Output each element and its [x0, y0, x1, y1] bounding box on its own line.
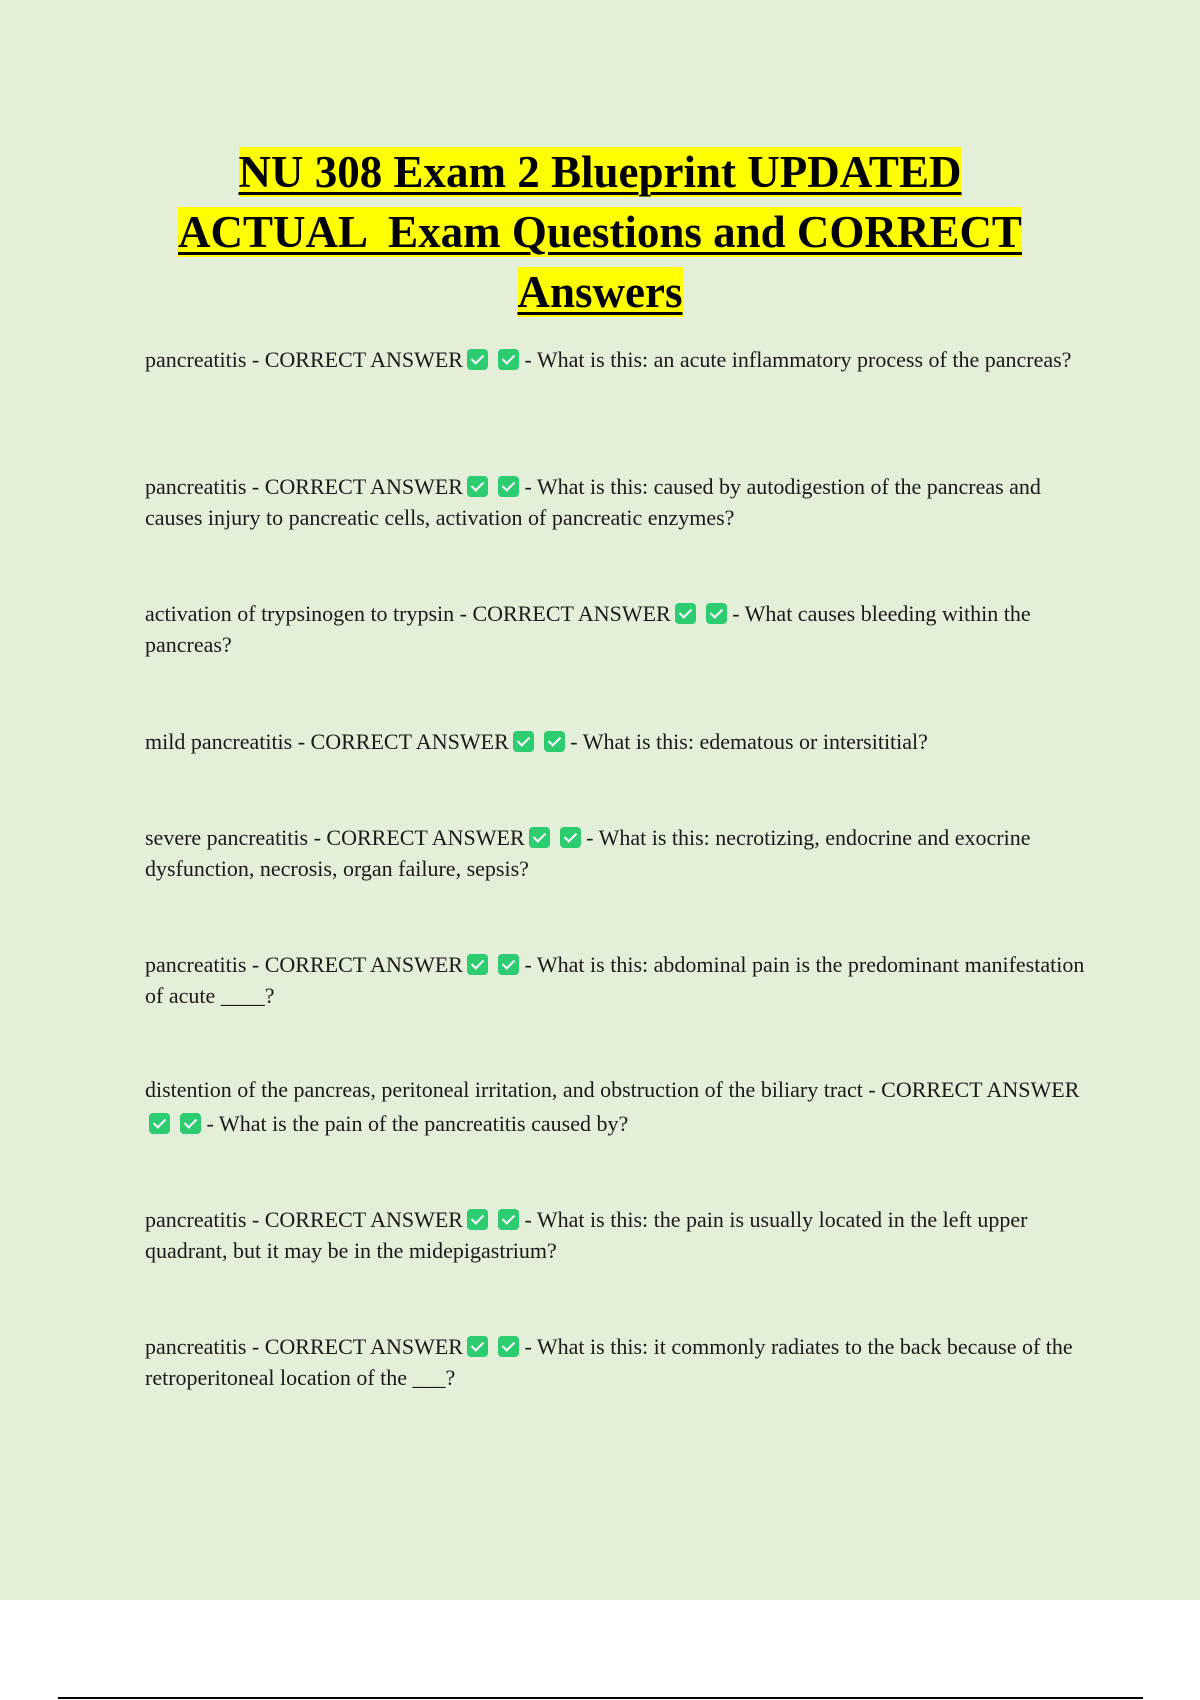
- question-text: - What is this: caused by autodigestion of the pancreas and causes injury to pancreatic cells, activation of pancreatic enzymes?: [145, 474, 1041, 530]
- answer-text: pancreatitis - CORRECT ANSWER: [145, 1207, 463, 1232]
- qa-item: [145, 598, 1095, 660]
- question-text: - What causes bleeding within the pancreas?: [145, 601, 1031, 657]
- question-text: - What is this: the pain is usually located in the left upper quadrant, but it may be in the midepigastrium?: [145, 1207, 1028, 1263]
- qa-item: [145, 949, 1095, 1011]
- check-mark-icon: [498, 349, 519, 370]
- document-title: [120, 142, 1080, 322]
- answer-text: pancreatitis - CORRECT ANSWER: [145, 952, 463, 977]
- check-mark-icon: [498, 1336, 519, 1357]
- qa-item: [145, 1331, 1095, 1393]
- question-text: - What is this: it commonly radiates to the back because of the retroperitoneal location of the ___?: [145, 1334, 1073, 1390]
- qa-item: [145, 822, 1095, 884]
- qa-item: [145, 726, 1095, 757]
- footer-divider: [58, 1697, 1143, 1699]
- check-mark-icon: [467, 954, 488, 975]
- check-mark-icon: [467, 476, 488, 497]
- answer-text: activation of trypsinogen to trypsin - CORRECT ANSWER: [145, 601, 671, 626]
- check-mark-icon: [498, 476, 519, 497]
- check-mark-icon: [467, 1209, 488, 1230]
- title-line: NU 308 Exam 2 Blueprint UPDATED: [238, 147, 962, 197]
- check-mark-icon: [560, 827, 581, 848]
- answer-text: severe pancreatitis - CORRECT ANSWER: [145, 825, 525, 850]
- check-mark-icon: [513, 731, 534, 752]
- check-mark-icon: [675, 603, 696, 624]
- answer-text: pancreatitis - CORRECT ANSWER: [145, 474, 463, 499]
- question-text: - What is this: abdominal pain is the predominant manifestation of acute ____?: [145, 952, 1085, 1008]
- title-line: Answers: [517, 267, 683, 317]
- question-text: - What is this: an acute inflammatory process of the pancreas?: [524, 347, 1072, 372]
- check-mark-icon: [706, 603, 727, 624]
- check-mark-icon: [544, 731, 565, 752]
- question-text: - What is the pain of the pancreatitis caused by?: [206, 1111, 629, 1136]
- check-mark-icon: [180, 1113, 201, 1134]
- question-text: - What is this: edematous or intersititial?: [570, 729, 928, 754]
- check-mark-icon: [498, 954, 519, 975]
- question-text: - What is this: necrotizing, endocrine and exocrine dysfunction, necrosis, organ failure, sepsis?: [145, 825, 1031, 881]
- answer-text: mild pancreatitis - CORRECT ANSWER: [145, 729, 509, 754]
- check-mark-icon: [529, 827, 550, 848]
- qa-item: [145, 471, 1095, 533]
- check-mark-icon: [467, 1336, 488, 1357]
- answer-text: pancreatitis - CORRECT ANSWER: [145, 347, 463, 372]
- check-mark-icon: [498, 1209, 519, 1230]
- check-mark-icon: [149, 1113, 170, 1134]
- check-mark-icon: [467, 349, 488, 370]
- qa-item: [145, 344, 1095, 375]
- qa-item: [145, 1204, 1095, 1266]
- answer-text: pancreatitis - CORRECT ANSWER: [145, 1334, 463, 1359]
- qa-item: [145, 1073, 1095, 1141]
- answer-text: distention of the pancreas, peritoneal irritation, and obstruction of the biliary tract - CORRECT ANSWER: [145, 1077, 1080, 1102]
- title-line: ACTUAL Exam Questions and CORRECT: [178, 207, 1022, 257]
